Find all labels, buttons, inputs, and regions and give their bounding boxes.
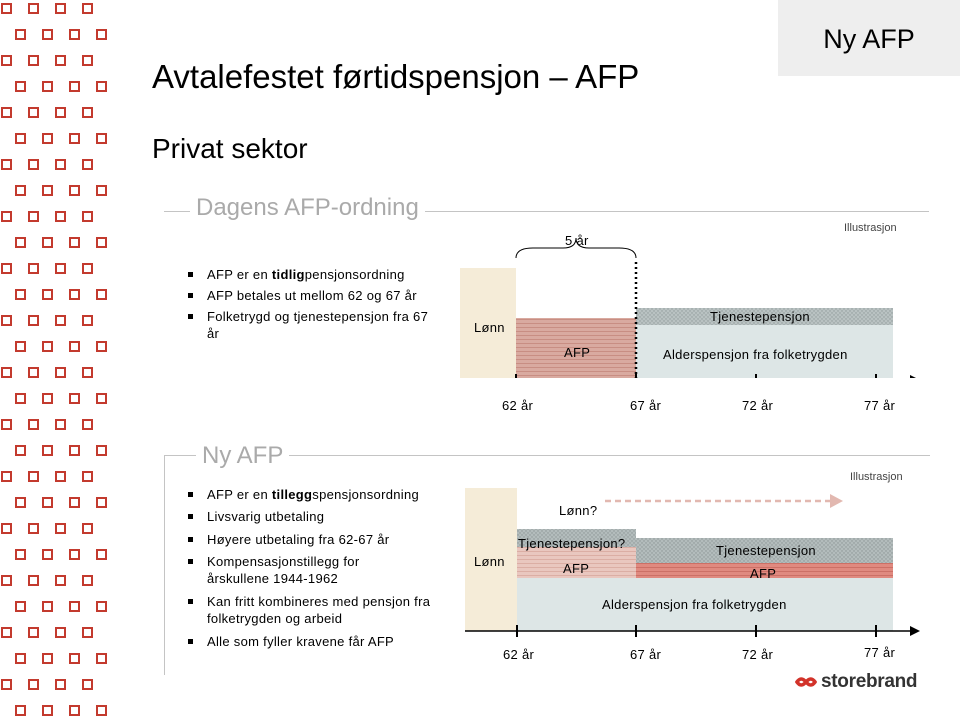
current-bullet-2: AFP betales ut mellom 62 og 67 år (188, 287, 453, 304)
new-alders-label: Alderspensjon fra folketrygden (602, 597, 787, 612)
new-diagram (455, 480, 925, 640)
section-current-note: Illustrasjon (844, 222, 897, 234)
page-title: Avtalefestet førtidspensjon – AFP (152, 58, 640, 95)
current-tjeneste-label: Tjenestepensjon (710, 309, 810, 324)
storebrand-logo-icon (793, 671, 819, 693)
current-tick-62: 62 år (502, 398, 534, 413)
storebrand-logo (793, 671, 917, 693)
new-tick-62: 62 år (503, 647, 535, 662)
new-loenn-label: Lønn (474, 554, 505, 569)
page-subtitle: Privat sektor (152, 133, 308, 164)
current-tick-67: 67 år (630, 398, 662, 413)
section-current-heading: Dagens AFP-ordning (190, 194, 425, 222)
new-bullet-4: Kompensasjonstillegg for årskullene 1944-1962 (188, 553, 407, 587)
ny-afp-badge (778, 0, 960, 76)
new-bullet-1: AFP er en tilleggspensjonsordning (188, 486, 450, 503)
new-afp-left-label: AFP (563, 561, 590, 576)
current-bullet-list (188, 266, 453, 342)
new-tick-67: 67 år (630, 647, 662, 662)
section-new-note: Illustrasjon (850, 471, 903, 483)
new-tick-77: 77 år (864, 645, 896, 660)
current-bullet-3: Folketrygd og tjenestepensjon fra 67 år (188, 308, 442, 342)
new-bullet-6: Alle som fyller kravene får AFP (188, 633, 450, 650)
current-afp-label: AFP (564, 345, 591, 360)
new-bullet-3: Høyere utbetaling fra 62-67 år (188, 531, 450, 548)
current-bullet-1: AFP er en tidligpensjonsordning (188, 266, 453, 283)
current-tick-77: 77 år (864, 398, 896, 413)
new-tjeneste-q-label: Tjenestepensjon? (518, 536, 626, 551)
timeline-arrow (910, 375, 920, 378)
new-tjeneste-label: Tjenestepensjon (716, 543, 816, 558)
current-loenn-label: Lønn (474, 320, 505, 335)
decorative-square-pattern (0, 0, 112, 719)
new-bullet-list (188, 486, 450, 650)
current-alders-label: Alderspensjon fra folketrygden (663, 347, 848, 362)
new-bullet-2: Livsvarig utbetaling (188, 508, 450, 525)
current-tick-72: 72 år (742, 398, 774, 413)
storebrand-logo-text: storebrand (821, 671, 918, 692)
section-new-heading: Ny AFP (196, 442, 289, 470)
new-tick-72: 72 år (742, 647, 774, 662)
five-year-label: 5 år (565, 233, 589, 248)
new-bullet-5: Kan fritt kombineres med pensjon fra folketrygden og arbeid (188, 593, 452, 627)
new-loenn-q-label: Lønn? (559, 503, 598, 518)
new-afp-right-label: AFP (750, 566, 777, 581)
ny-afp-badge-label: Ny AFP (823, 24, 915, 54)
